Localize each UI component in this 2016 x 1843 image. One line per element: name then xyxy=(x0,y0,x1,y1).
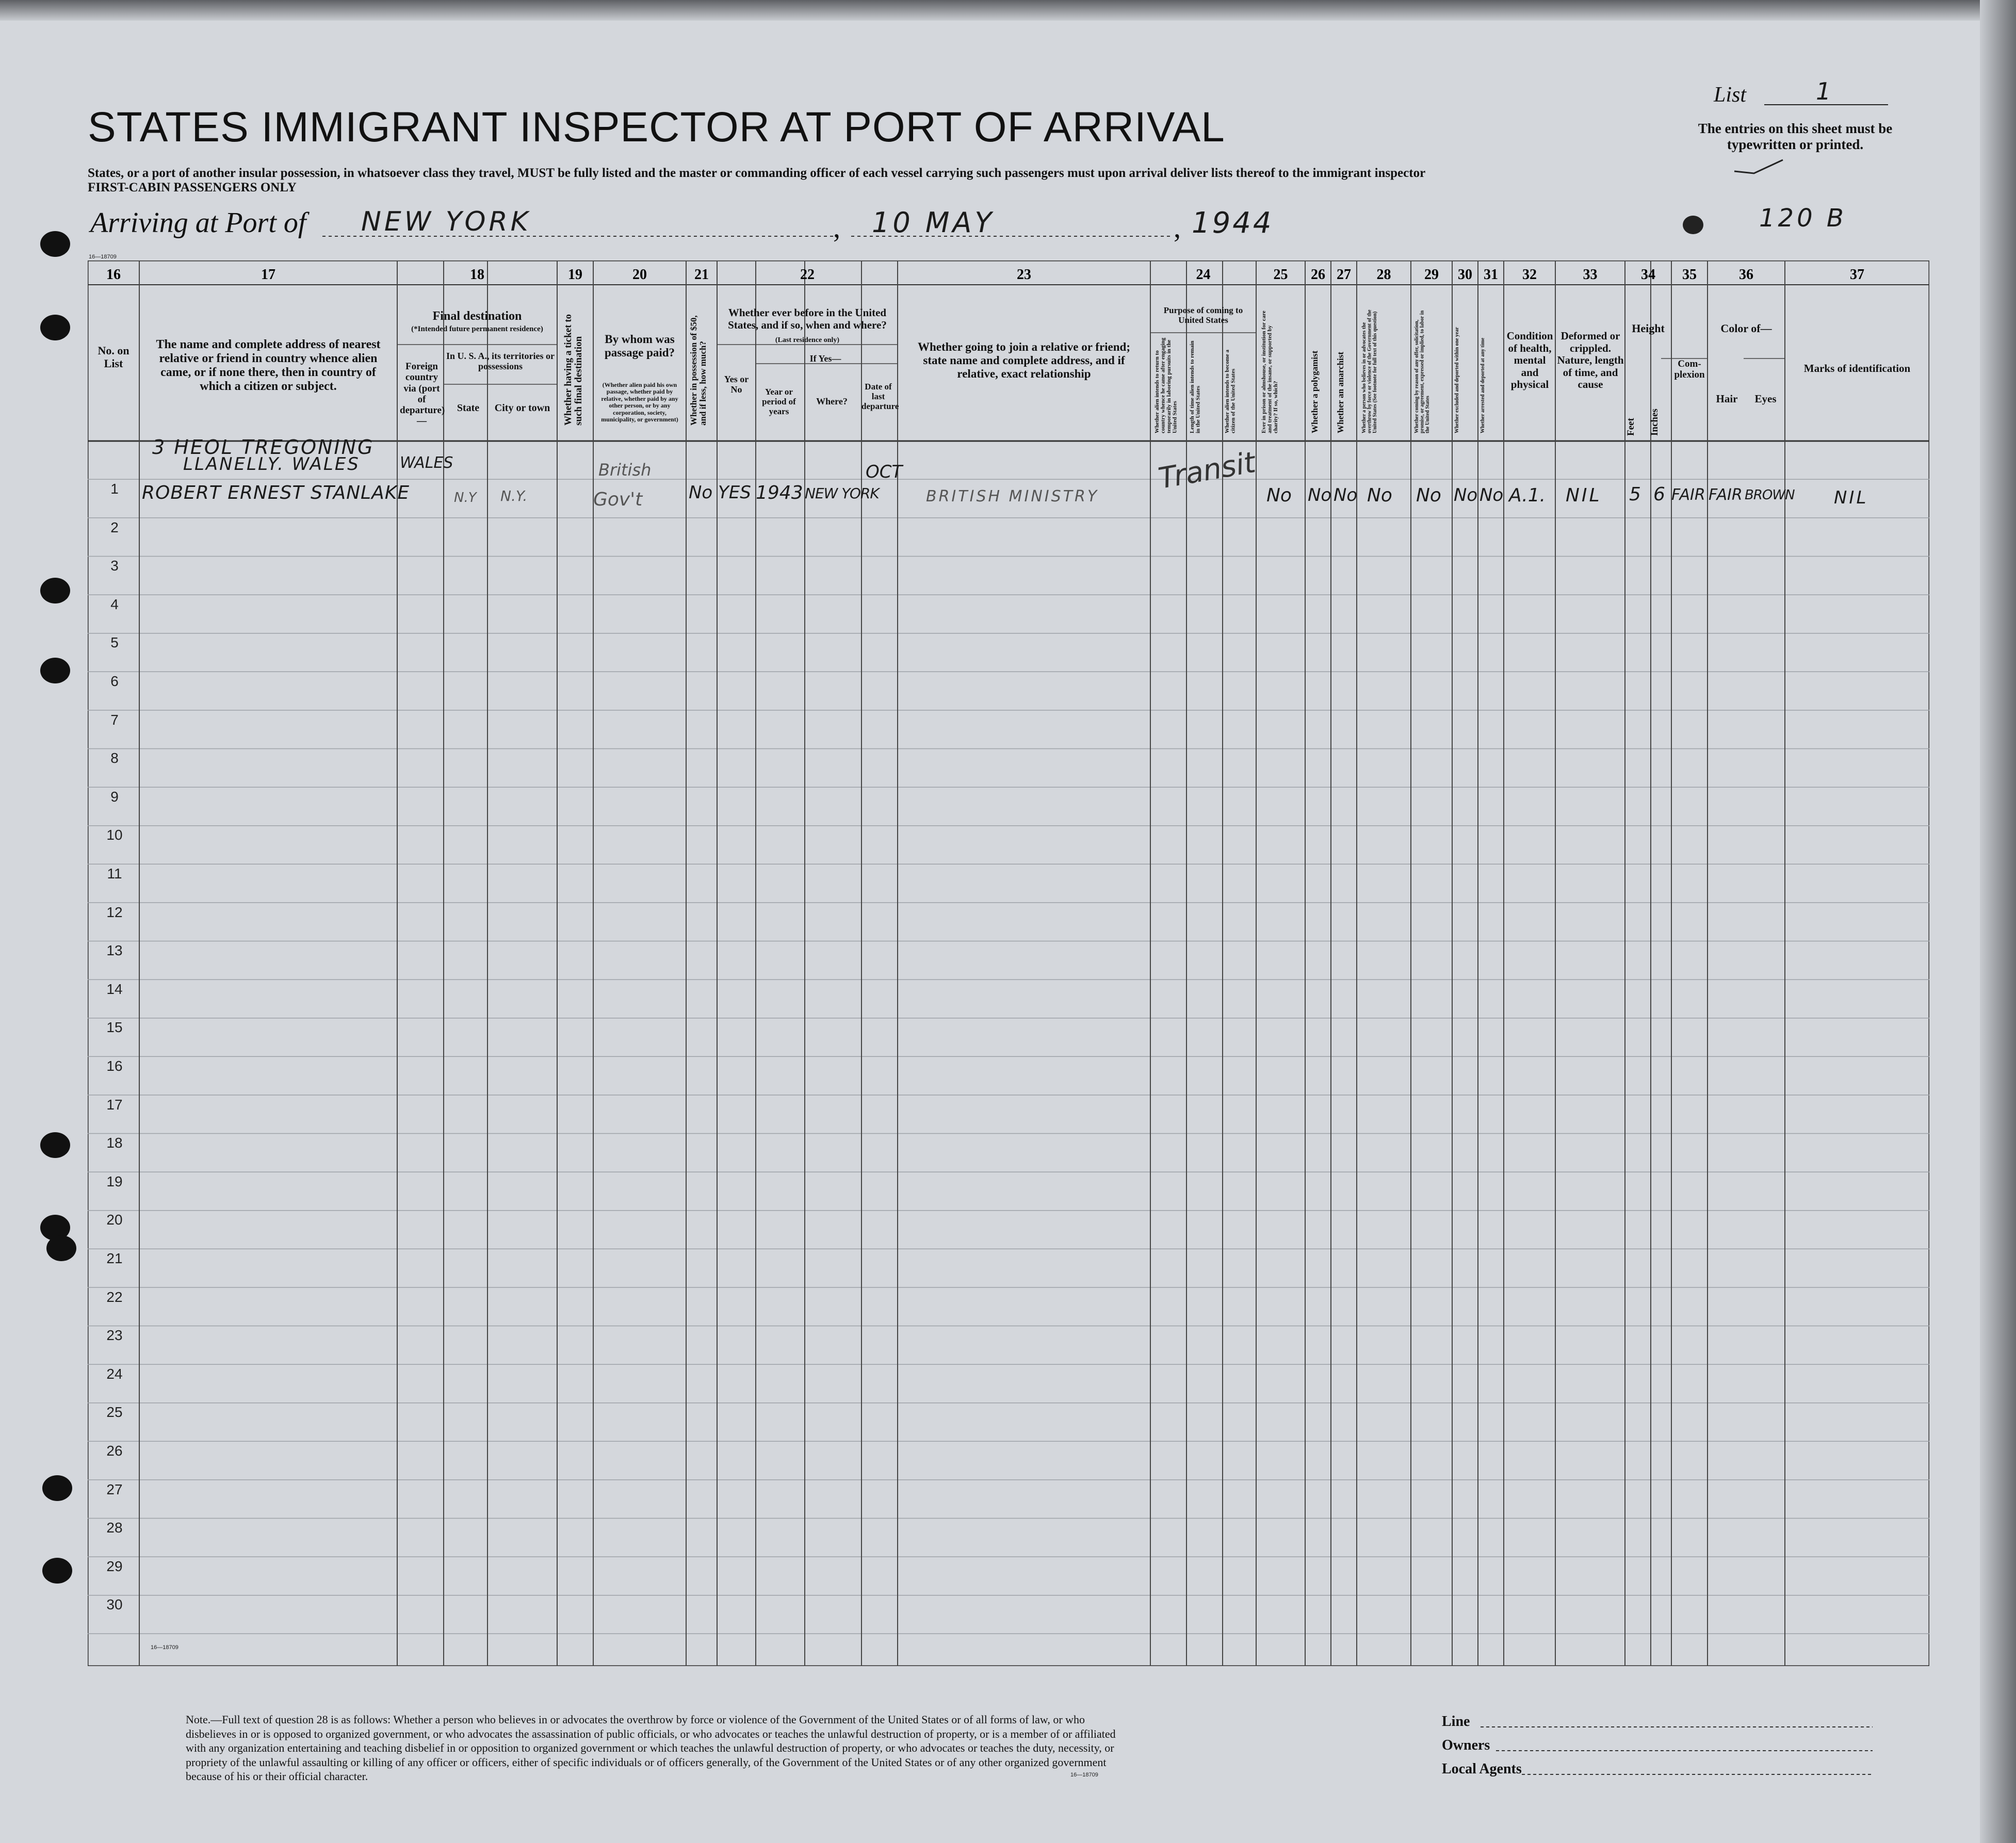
entry-year: 1943 xyxy=(756,482,803,503)
entry-passage-line1: British xyxy=(598,460,652,480)
entry-address-line1: 3 HEOL TREGONING xyxy=(152,436,375,459)
header-hair: Hair xyxy=(1716,393,1738,405)
row-number: 18 xyxy=(106,1135,123,1151)
row-number: 19 xyxy=(106,1173,123,1189)
header-q30: Whether excluded and deported within one year xyxy=(1454,327,1460,433)
entry-condition: A.1. xyxy=(1509,485,1546,506)
comma: , xyxy=(833,212,840,244)
entry-hair: FAIR xyxy=(1709,486,1743,504)
header-eyes: Eyes xyxy=(1754,393,1777,405)
header-purpose-length: Length of time alien intends to remain in the United States xyxy=(1189,340,1201,433)
header-height: Height xyxy=(1632,322,1665,335)
row-number: 4 xyxy=(110,596,119,612)
header-condition: Condition of health, mental and physical xyxy=(1506,330,1553,391)
entry-possession: No xyxy=(689,482,713,503)
header-no-on-list: No. on List xyxy=(97,344,129,370)
header-color-of: Color of— xyxy=(1720,322,1772,335)
entry-q30: No xyxy=(1454,485,1478,505)
header-state: State xyxy=(457,402,480,414)
manifest-grid xyxy=(88,260,1929,1666)
header-ever-before: Whether ever before in the United States, and if so, when and where? xyxy=(728,306,887,331)
row-number: 6 xyxy=(110,673,119,689)
comma: , xyxy=(1174,212,1181,244)
entry-marks: NIL xyxy=(1834,487,1868,508)
col-num: 20 xyxy=(632,267,647,283)
line-label: Line xyxy=(1442,1714,1470,1730)
check-mark xyxy=(1733,158,1785,175)
list-underline xyxy=(1764,103,1888,106)
header-inches: Inches xyxy=(1649,409,1660,436)
entry-q28: No xyxy=(1367,485,1392,506)
entry-inches: 6 xyxy=(1653,484,1665,505)
header-ever-before-sub: (Last residence only) xyxy=(775,336,840,344)
scan-top-edge xyxy=(0,0,2016,21)
col-num: 23 xyxy=(1017,267,1031,283)
date-value: 10 MAY xyxy=(872,206,995,239)
col-num: 17 xyxy=(261,267,275,283)
header-q28: Whether a person who believes in or advocates the overthrow by force or violence of the Government of the United States (See footnote for full text of this question) xyxy=(1361,309,1378,433)
entry-feet: 5 xyxy=(1629,484,1641,505)
header-q31: Whether arrested and deported at any time xyxy=(1480,337,1486,433)
row-number: 21 xyxy=(106,1250,123,1266)
row-number: 7 xyxy=(110,711,119,728)
col-num: 30 xyxy=(1458,267,1472,283)
port-value: NEW YORK xyxy=(361,206,531,237)
header-final-destination-sub: (*Intended future permanent residence) xyxy=(411,325,543,333)
line-underline xyxy=(1481,1725,1873,1728)
arriving-label: Arriving at Port of xyxy=(90,207,306,239)
list-label: List xyxy=(1714,83,1747,107)
header-q29: Whether coming by reason of any offer, solicitation, promise, or agreement, expressed or implied, to labor in the United States xyxy=(1414,310,1430,433)
header-where: Where? xyxy=(816,396,848,406)
col-num: 25 xyxy=(1273,267,1288,283)
col-num: 28 xyxy=(1376,267,1391,283)
header-nearest-relative: The name and complete address of nearest relative or friend in country whence alien came, or if none there, then in country of which a citizen or subject. xyxy=(156,338,381,393)
row-number: 25 xyxy=(106,1404,123,1421)
binder-hole xyxy=(40,658,70,683)
header-purpose-citizen: Whether alien intends to become a citizen of the United States xyxy=(1224,349,1237,433)
col-num: 27 xyxy=(1337,267,1351,283)
col-num: 35 xyxy=(1682,267,1697,283)
binder-hole xyxy=(42,1475,72,1501)
reference-number: 120 B xyxy=(1759,204,1847,233)
binder-hole xyxy=(40,315,70,340)
form-number-note: 16—18709 xyxy=(1070,1772,1098,1778)
entry-complexion: FAIR xyxy=(1671,486,1705,504)
col-num: 37 xyxy=(1850,267,1864,283)
row-number: 12 xyxy=(106,904,123,920)
form-instructions: States, or a port of another insular possession, in whatsoever class they travel, MUST be fully listed and the master or commanding officer of each vessel carrying such passengers must upon arrival deliver lists thereof to the immigrant inspector xyxy=(88,166,1426,180)
entry-ever-before: YES xyxy=(718,482,751,503)
entry-departure: OCT xyxy=(866,462,903,482)
form-number-top: 16—18709 xyxy=(89,254,117,260)
header-feet: Feet xyxy=(1625,418,1636,436)
entry-foreign-country: WALES xyxy=(400,454,453,472)
scan-right-edge xyxy=(1980,0,2016,1843)
row-number: 8 xyxy=(110,750,119,766)
header-purpose: Purpose of coming to United States xyxy=(1163,305,1243,325)
local-agents-label: Local Agents xyxy=(1442,1761,1522,1777)
header-passage-paid-sub: (Whether alien paid his own passage, whether paid by relative, whether paid by any other person, or by any corporation, society, municipality, or government) xyxy=(601,381,678,423)
row-number: 3 xyxy=(110,558,119,574)
col-num: 18 xyxy=(470,267,484,283)
row-number: 24 xyxy=(106,1365,123,1382)
agents-underline xyxy=(1522,1773,1873,1776)
row-number: 14 xyxy=(106,981,123,997)
entry-q31: No xyxy=(1480,485,1504,505)
binder-hole xyxy=(42,1558,72,1584)
col-num: 24 xyxy=(1196,267,1211,283)
col-num: 21 xyxy=(694,267,709,283)
row-number: 16 xyxy=(106,1058,123,1074)
row-number: 9 xyxy=(110,788,119,805)
header-city: City or town xyxy=(494,402,550,414)
col-num: 29 xyxy=(1424,267,1439,283)
binder-hole xyxy=(46,1235,76,1261)
col-num: 19 xyxy=(568,267,582,283)
row-number: 15 xyxy=(106,1019,123,1036)
header-final-destination: Final destination xyxy=(432,309,522,323)
entry-prison: No xyxy=(1266,485,1292,506)
entry-city: N.Y. xyxy=(500,487,528,504)
row-number: 29 xyxy=(106,1558,123,1574)
row-number: 10 xyxy=(106,827,123,843)
header-yes-or-no: Yes or No xyxy=(724,374,749,395)
binder-hole xyxy=(40,1132,70,1158)
row-number: 1 xyxy=(110,481,119,497)
binder-hole xyxy=(40,578,70,604)
binder-hole xyxy=(40,231,70,257)
owners-underline xyxy=(1496,1749,1873,1752)
entry-address-line2: LLANELLY. WALES xyxy=(183,454,360,475)
entry-name: ROBERT ERNEST STANLAKE xyxy=(142,482,410,503)
header-purpose-return: Whether alien intends to return to country whence he came after engaging temporarily in laboring pursuits in the United States xyxy=(1154,337,1178,433)
entry-purpose: Transit xyxy=(1156,446,1258,496)
header-prison: Ever in prison or almshouse, or institution for care and treatment of the insane, or supported by charity? If so, which? xyxy=(1261,311,1279,433)
year-value: 1944 xyxy=(1192,206,1274,240)
entry-eyes: BROWN xyxy=(1745,487,1795,503)
entry-q29: No xyxy=(1416,485,1441,506)
stamp-mark xyxy=(1683,216,1703,234)
row-number: 30 xyxy=(106,1596,123,1613)
entry-state: N.Y xyxy=(454,490,477,505)
row-number: 17 xyxy=(106,1096,123,1113)
entry-where: NEW YORK xyxy=(805,485,879,502)
col-num: 34 xyxy=(1641,267,1655,283)
col-num: 26 xyxy=(1311,267,1325,283)
header-complexion: Com- plexion xyxy=(1674,358,1705,381)
row-number: 13 xyxy=(106,942,123,959)
entry-polygamist: No xyxy=(1308,485,1332,505)
entry-passage-line2: Gov't xyxy=(593,489,643,510)
header-foreign-country: Foreign country via (port of departure)— xyxy=(400,361,445,427)
col-num: 36 xyxy=(1739,267,1753,283)
typewritten-note: The entries on this sheet must be typewritten or printed. xyxy=(1698,121,1893,153)
col-num: 31 xyxy=(1484,267,1498,283)
row-number: 11 xyxy=(107,866,122,882)
col-num: 22 xyxy=(800,267,815,283)
form-title: STATES IMMIGRANT INSPECTOR AT PORT OF ARRIVAL xyxy=(88,104,1225,151)
header-marks: Marks of identification xyxy=(1803,362,1911,374)
header-date-departure: Date of last departure xyxy=(861,382,899,412)
row-number: 20 xyxy=(106,1212,123,1228)
form-number-bottom: 16—18709 xyxy=(151,1644,178,1651)
entry-join: BRITISH MINISTRY xyxy=(926,487,1099,505)
owners-label: Owners xyxy=(1442,1737,1490,1753)
header-ticket: Whether having a ticket to such final destination xyxy=(563,314,584,426)
col-num: 16 xyxy=(106,267,121,283)
row-number: 28 xyxy=(106,1520,123,1536)
row-number: 5 xyxy=(110,634,119,651)
row-number: 23 xyxy=(106,1327,123,1344)
header-polygamist: Whether a polygamist xyxy=(1310,350,1320,433)
header-anarchist: Whether an anarchist xyxy=(1336,351,1345,433)
row-number: 27 xyxy=(106,1481,123,1497)
header-passage-paid: By whom was passage paid? xyxy=(604,333,675,359)
entry-deformed: NIL xyxy=(1566,485,1602,506)
header-if-yes: If Yes— xyxy=(809,353,841,364)
footnote-q28: Note.—Full text of question 28 is as follows: Whether a person who believes in or advocates the overthrow by force or violence of the Government of the United States or of all forms of law, or who disbelieves in or is opposed to organized government, or who advocates the assassination of public officials, or who advocates or teaches the unlawful destruction of property, or is a member of or affiliated with any organization entertaining and teaching disbelief in or opposition to organized government or which teaches the unlawful destruction of property, or who advocates or teaches the duty, necessity, or propriety of the unlawful assaulting or killing of any officer or officers, either of specific individuals or of officers generally, of the Government of the United States or of any other organized government because of his or their official character. xyxy=(186,1713,1116,1783)
entry-anarchist: No xyxy=(1334,485,1358,505)
header-deformed: Deformed or crippled. Nature, length of time, and cause xyxy=(1557,330,1624,391)
form-class-label: FIRST-CABIN PASSENGERS ONLY xyxy=(88,181,297,194)
col-num: 32 xyxy=(1522,267,1537,283)
row-number: 2 xyxy=(110,519,119,535)
header-possession-50: Whether in possession of $50, and if less, how much? xyxy=(689,315,708,426)
col-num: 33 xyxy=(1583,267,1598,283)
header-join-relative: Whether going to join a relative or friend; state name and complete address, and if relative, exact relationship xyxy=(917,340,1131,380)
row-number: 22 xyxy=(106,1289,123,1305)
list-value: 1 xyxy=(1816,77,1831,105)
header-year-period: Year or period of years xyxy=(762,387,796,417)
row-number: 26 xyxy=(106,1443,123,1459)
header-in-usa: In U. S. A., its territories or possessions xyxy=(446,351,555,372)
